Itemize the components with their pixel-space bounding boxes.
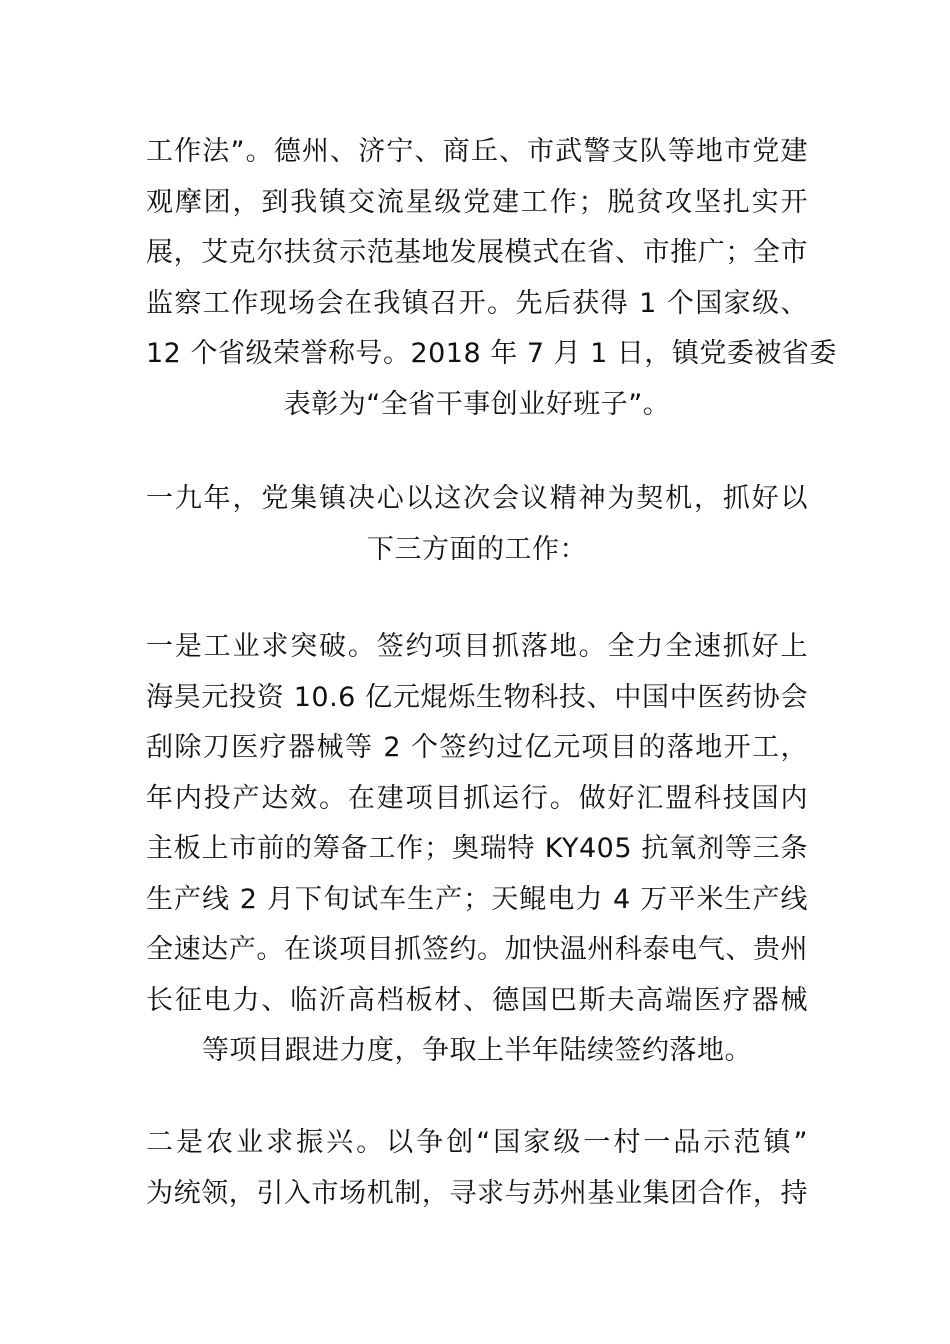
text-line: 年内投产达效。在建项目抓运行。做好汇盟科技国内 xyxy=(146,782,808,814)
text-line: 主板上市前的筹备工作；奥瑞特 KY405 抗氧剂等三条 xyxy=(146,833,808,864)
paragraph-achievements xyxy=(146,127,837,430)
paragraph-agriculture xyxy=(146,1118,808,1219)
text-line: 监察工作现场会在我镇召开。先后获得 1 个国家级、 xyxy=(146,287,808,319)
text-line: 一九年，党集镇决心以这次会议精神为契机，抓好以 xyxy=(146,483,808,514)
text-line: 全速达产。在谈项目抓签约。加快温州科泰电气、贵州 xyxy=(146,934,808,965)
text-line: 一是工业求突破。签约项目抓落地。全力全速抓好上 xyxy=(146,631,808,662)
text-line: 海昊元投资 10.6 亿元焜烁生物科技、中国中医药协会 xyxy=(146,681,808,713)
text-line: 表彰为“全省干事创业好班子”。 xyxy=(283,388,671,420)
text-line: 展，艾克尔扶贫示范基地发展模式在省、市推广；全市 xyxy=(146,237,808,268)
text-line: 刮除刀医疗器械等 2 个签约过亿元项目的落地开工， xyxy=(146,732,808,763)
text-line: 12 个省级荣誉称号。2018 年 7 月 1 日，镇党委被省委 xyxy=(146,338,837,369)
text-line: 下三方面的工作： xyxy=(367,533,587,565)
text-line: 二是农业求振兴。以争创“国家级一村一品示范镇” xyxy=(146,1127,808,1158)
text-line: 长征电力、临沂高档板材、德国巴斯夫高端医疗器械 xyxy=(146,984,808,1016)
paragraph-industry xyxy=(146,622,808,1077)
text-line: 为统领，引入市场机制，寻求与苏州基业集团合作，持 xyxy=(146,1177,808,1209)
text-line: 生产线 2 月下旬试车生产；天鲲电力 4 万平米生产线 xyxy=(146,883,808,915)
text-line: 工作法”。德州、济宁、商丘、市武警支队等地市党建 xyxy=(146,136,808,167)
text-line: 观摩团，到我镇交流星级党建工作；脱贫攻坚扎实开 xyxy=(146,186,808,218)
text-line: 等项目跟进力度，争取上半年陆续签约落地。 xyxy=(202,1035,752,1066)
paragraph-plan-intro xyxy=(146,474,808,575)
